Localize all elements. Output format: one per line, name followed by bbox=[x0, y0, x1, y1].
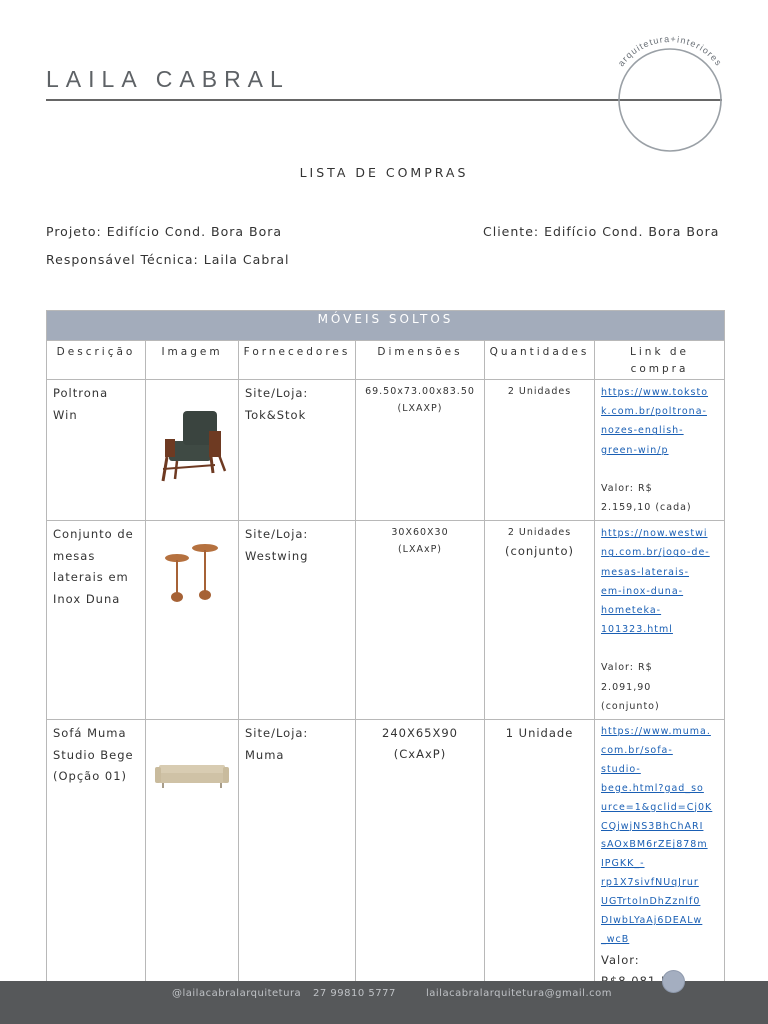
item-image-cell bbox=[146, 720, 239, 996]
item-description: Conjunto de mesas laterais em Inox Duna bbox=[47, 521, 146, 720]
item-link-cell bbox=[595, 380, 725, 521]
item-dimensions: 30X60X30 (LXAxP) bbox=[356, 521, 485, 720]
brand-name: LAILA CABRAL bbox=[46, 66, 290, 92]
item-price: Valor: R$ 2.159,10 (cada) bbox=[601, 482, 692, 514]
side-tables-icon bbox=[147, 522, 239, 612]
col-header-image: Imagem bbox=[146, 341, 239, 380]
item-description: Poltrona Win bbox=[47, 380, 146, 521]
col-header-link bbox=[595, 341, 725, 380]
item-quantity: 2 Unidades bbox=[485, 380, 595, 521]
item-quantity: 1 Unidade bbox=[485, 720, 595, 996]
project-label: Projeto: Edifício Cond. Bora Bora bbox=[46, 224, 283, 239]
item-dimensions: 240X65X90 (CxAxP) bbox=[356, 720, 485, 996]
col-header-link-line2: compra bbox=[630, 363, 689, 375]
item-price: Valor: R$ 2.091,90 (conjunto) bbox=[601, 662, 660, 712]
col-header-quantity: Quantidades bbox=[485, 341, 595, 380]
item-supplier: Site/Loja: Muma bbox=[239, 720, 356, 996]
table-row bbox=[47, 521, 725, 720]
item-price: Valor: bbox=[601, 952, 640, 967]
page-title: LISTA DE COMPRAS bbox=[299, 165, 469, 180]
purchase-link[interactable]: https://now.westwi ng.com.br/jogo-de- mesas-laterais- em-inox-duna- hometeka- 101323.html bbox=[601, 528, 710, 636]
footer-instagram: @lailacabralarquitetura bbox=[172, 988, 302, 999]
item-dimensions: 69.50x73.00x83.50 (LXAXP) bbox=[356, 380, 485, 521]
col-header-dimensions: Dimensões bbox=[356, 341, 485, 380]
footer-phone: 27 99810 5777 bbox=[313, 988, 396, 999]
item-link-cell bbox=[595, 521, 725, 720]
responsible-label: Responsável Técnica: Laila Cabral bbox=[46, 252, 290, 267]
table-row bbox=[47, 380, 725, 521]
item-supplier: Site/Loja: Tok&Stok bbox=[239, 380, 356, 521]
col-header-suppliers: Fornecedores bbox=[239, 341, 356, 380]
seal-circle bbox=[619, 49, 721, 151]
item-supplier: Site/Loja: Westwing bbox=[239, 521, 356, 720]
item-image-cell bbox=[146, 380, 239, 521]
footer-decorative-dot bbox=[662, 970, 685, 993]
item-description: Sofá Muma Studio Bege (Opção 01) bbox=[47, 720, 146, 996]
item-link-cell bbox=[595, 720, 725, 996]
purchase-link[interactable]: https://www.muma. com.br/sofa- studio- bege.html?gad_so urce=1&gclid=Cj0K CQjwjNS3BhChARI sAOxBM6rZEj878m IPGKK_- rp1X7sivfNUqJrur UGTrtolnDhZznlf0 DIwbLYaAj6DEALw _wcB bbox=[601, 726, 713, 946]
seal-text: arquitetura+interiores bbox=[615, 33, 725, 69]
sofa-icon bbox=[147, 721, 239, 801]
client-label: Cliente: Edifício Cond. Bora Bora bbox=[483, 224, 720, 239]
item-image-cell bbox=[146, 521, 239, 720]
col-header-link-line1: Link de bbox=[630, 346, 689, 358]
footer-email: lailacabralarquitetura@gmail.com bbox=[426, 988, 612, 999]
item-quantity: 2 Unidades (conjunto) bbox=[485, 521, 595, 720]
section-title: MÓVEIS SOLTOS bbox=[47, 311, 725, 341]
purchase-link[interactable]: https://www.toksto k.com.br/poltrona- nozes-english- green-win/p bbox=[601, 387, 709, 456]
table-row bbox=[47, 720, 725, 996]
armchair-icon bbox=[147, 381, 239, 511]
col-header-description: Descrição bbox=[47, 341, 146, 380]
shopping-list-table bbox=[46, 310, 725, 996]
